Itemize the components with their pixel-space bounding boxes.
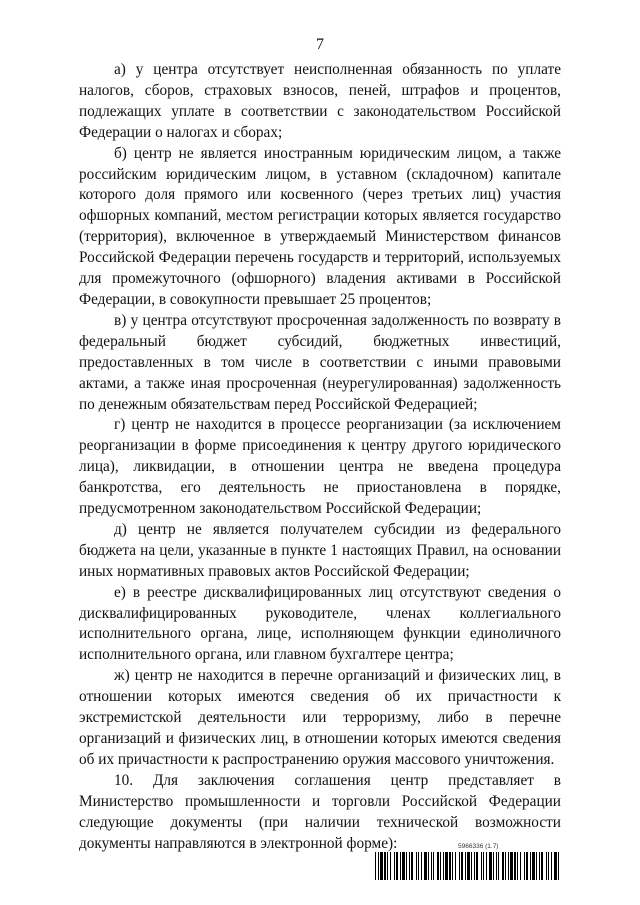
- barcode: [375, 852, 561, 880]
- paragraph-e: е) в реестре дисквалифицированных лиц отсутствуют сведения о дисквалифицированных руководителе, членах коллегиального исполнительного органа, лице, исполняющем функции единоличного исполнительного органа, или главном бухгалтере центра;: [79, 583, 561, 664]
- paragraph-d: д) центр не является получателем субсидии из федерального бюджета на цели, указанные в пункте 1 настоящих Правил, на основании иных нормативных правовых актов Российской Федерации;: [79, 520, 561, 580]
- paragraph-zh: ж) центр не находится в перечне организаций и физических лиц, в отношении которых имеются сведения об их причастности к экстремистской деятельности или терроризму, либо в перечне организаций и физических лиц, в отношении которых имеются сведения об их причастности к распространению оружия массового уничтожения.: [79, 667, 561, 768]
- paragraph-b: б) центр не является иностранным юридическим лицом, а также российским юридическим лицом, в уставном (складочном) капитале которого доля прямого или косвенного (через третьих лиц) участия офшорных компаний, местом регистрации которых является государство (территория), включенное в утверждаемый Министерством финансов Российской Федерации перечень государств и территорий, используемых для промежуточного (офшорного) владения активами в Российской Федерации, в совокупности превышает 25 процентов;: [79, 144, 561, 308]
- document-code: 5966336 (1.7): [458, 843, 499, 850]
- paragraph-10: 10. Для заключения соглашения центр представляет в Министерство промышленности и торговли Российской Федерации следующие документы (при наличии технической возможности документы направляются в электронной форме):: [79, 771, 561, 852]
- paragraph-g: г) центр не находится в процессе реорганизации (за исключением реорганизации в форме присоединения к центру другого юридического лица), ликвидации, в отношении центра не введена процедура банкротства, его деятельность не приостановлена в порядке, предусмотренном законодательством Российской Федерации;: [79, 416, 561, 518]
- document-body: [79, 60, 561, 854]
- paragraph-a: а) у центра отсутствует неисполненная обязанность по уплате налогов, сборов, страховых взносов, пеней, штрафов и процентов, подлежащих уплате в соответствии с законодательством Российской Федерации о налогах и сборах;: [79, 61, 561, 141]
- page-number: 7: [316, 36, 324, 53]
- paragraph-v: в) у центра отсутствуют просроченная задолженность по возврату в федеральный бюджет субсидий, бюджетных инвестиций, предоставленных в том числе в соответствии с иными правовыми актами, а также иная просроченная (неурегулированная) задолженность по денежным обязательствам перед Российской Федерацией;: [79, 311, 561, 413]
